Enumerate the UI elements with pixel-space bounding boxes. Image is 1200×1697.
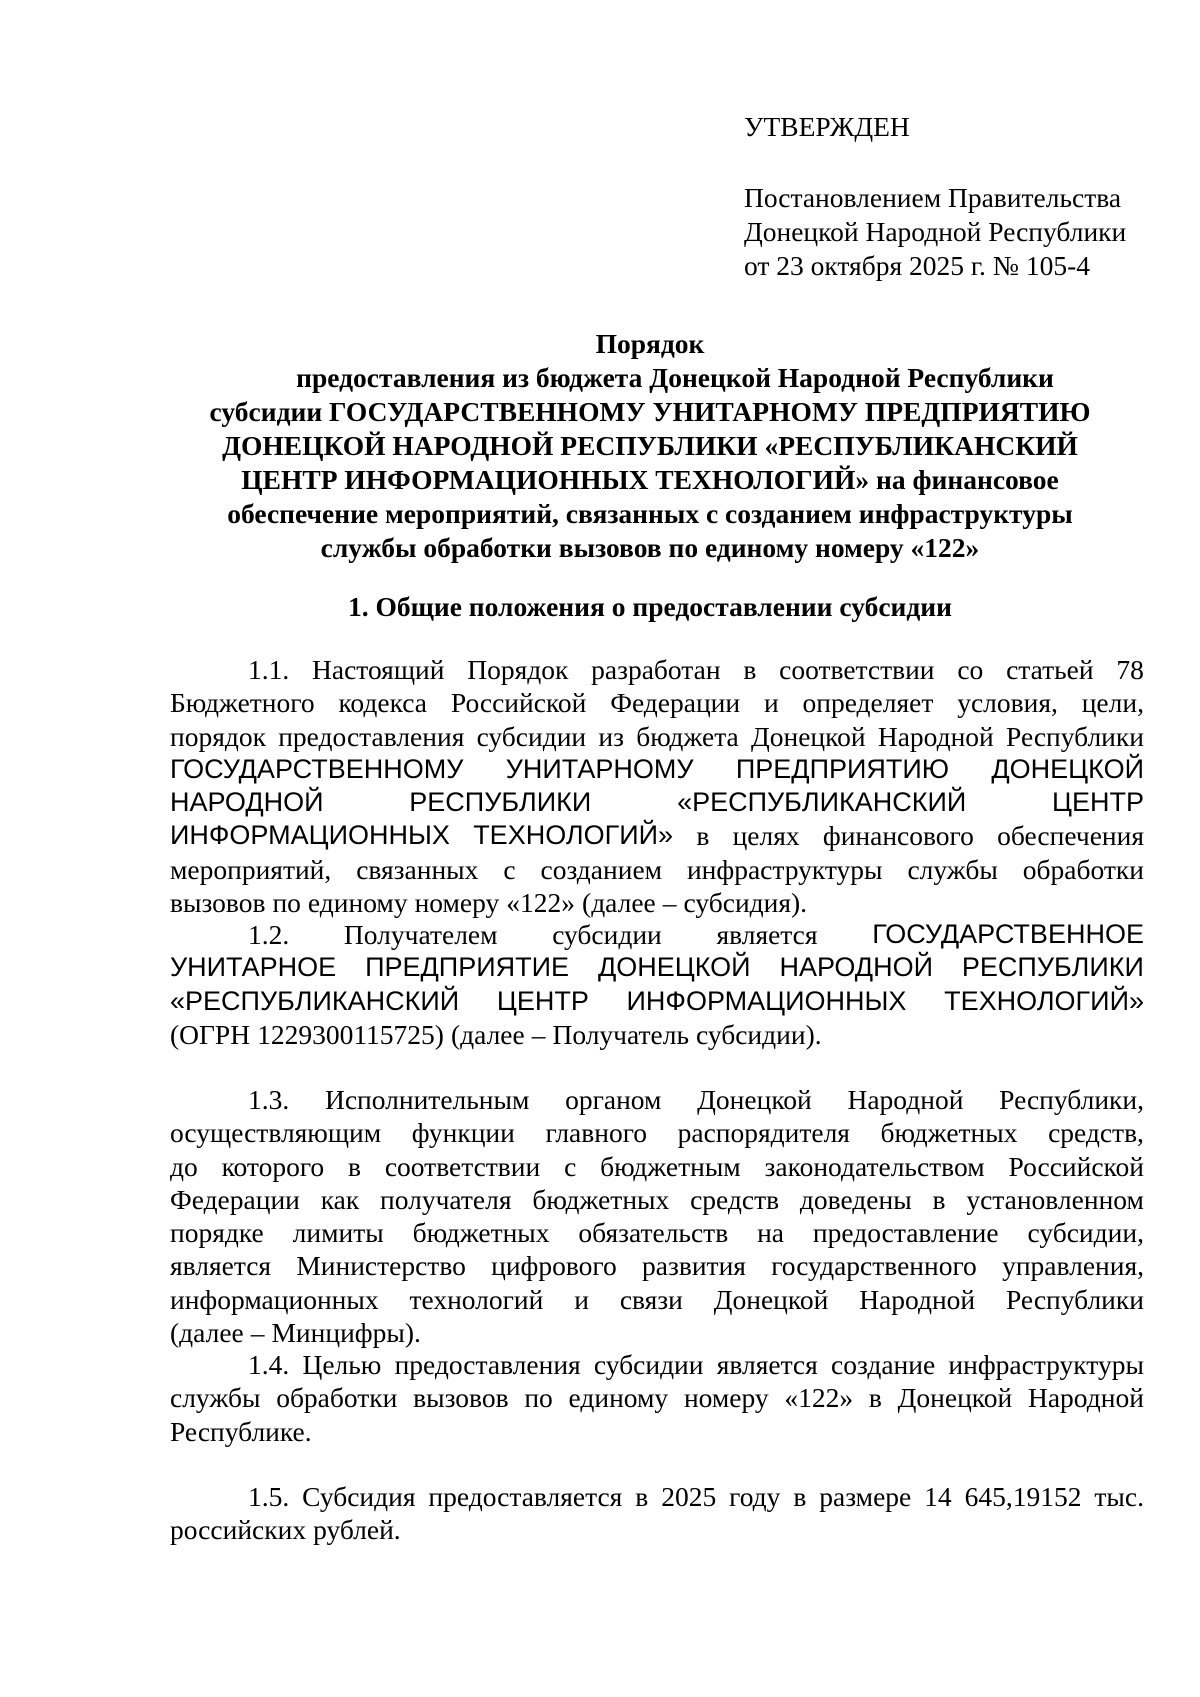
title-line: субсидии ГОСУДАРСТВЕННОМУ УНИТАРНОМУ ПРЕДПРИЯТИЮ [209, 396, 1091, 427]
word: ГОСУДАРСТВЕННОЕ [872, 919, 1144, 949]
document-title [150, 327, 1150, 565]
word: (ОГРН [170, 1018, 251, 1050]
word: в [635, 1481, 649, 1512]
word: Народной [877, 720, 994, 752]
word: субсидии [476, 720, 587, 752]
paragraph-1-4 [170, 1348, 1144, 1448]
word: функции [411, 1117, 515, 1149]
word: РЕСПУБЛИКИ [409, 787, 592, 818]
word: бюджетных [880, 1117, 1018, 1149]
word: «РЕСПУБЛИКАНСКИЙ [677, 787, 967, 818]
word: по [272, 887, 301, 919]
paragraph-line [170, 1150, 1144, 1183]
word: Российской [450, 687, 587, 719]
word: Донецкой [751, 720, 866, 752]
word: субсидии [552, 919, 662, 950]
word: Получатель [552, 1018, 689, 1050]
word: определяет [802, 687, 934, 719]
word: соответствии [779, 654, 935, 685]
word: Донецкой [713, 1283, 829, 1315]
word: субсидии [593, 1349, 704, 1380]
word: номеру [683, 1382, 769, 1414]
paragraph-line [170, 1415, 1144, 1448]
word: связанных [356, 853, 479, 885]
word: Порядок [467, 654, 569, 685]
paragraph-line [170, 1018, 1144, 1051]
word: УНИТАРНОЕ [170, 952, 337, 983]
word: из [598, 720, 624, 752]
word: установленном [966, 1183, 1144, 1215]
word: Республики, [999, 1084, 1144, 1115]
paragraph-line [170, 985, 1144, 1018]
word: ИНФОРМАЦИОННЫХ [626, 985, 907, 1016]
word: Министерство [296, 1250, 466, 1282]
title-line: обеспечение мероприятий, связанных с созданием инфраструктуры [227, 498, 1073, 529]
word: ДОНЕЦКОЙ [991, 753, 1144, 784]
word: до [170, 1150, 198, 1182]
word: обязательств [578, 1217, 729, 1249]
word: субсидии). [696, 1018, 822, 1050]
paragraph-line [170, 1083, 1144, 1116]
paragraph-line [170, 686, 1144, 719]
word: и [763, 687, 779, 719]
word: порядке [170, 1217, 264, 1249]
word: распорядителя [677, 1117, 850, 1149]
word: осуществляющим [170, 1117, 382, 1149]
word: – [250, 1317, 265, 1349]
paragraph-line [170, 1249, 1144, 1282]
word: Минцифры). [271, 1317, 421, 1349]
word: размере [819, 1481, 912, 1512]
word: бюджета [636, 720, 739, 752]
word: ПРЕДПРИЯТИЕ [365, 952, 570, 983]
paragraph-line [170, 1283, 1144, 1316]
word: 645,19152 [964, 1481, 1082, 1512]
word: является [716, 1349, 818, 1380]
word: Республике. [170, 1415, 312, 1447]
word: которого [221, 1150, 325, 1182]
word: предоставляется [428, 1481, 623, 1512]
word: 1.4. [248, 1349, 290, 1380]
word: Получателем [343, 919, 498, 950]
paragraph-line [170, 819, 1144, 852]
word: средств [690, 1183, 780, 1215]
paragraph-line [170, 1480, 1144, 1513]
word: по [524, 1382, 553, 1414]
word: обеспечения [997, 820, 1144, 852]
word: субсидии, [1027, 1217, 1144, 1249]
word: обработки [1022, 853, 1144, 885]
paragraph-line [170, 1513, 1144, 1546]
word: цифрового [491, 1250, 617, 1282]
word: ЦЕНТР [496, 985, 589, 1016]
paragraph-line [170, 720, 1144, 753]
word: Республики [1006, 720, 1144, 752]
word: разработан [591, 654, 721, 685]
paragraph-line [170, 918, 1144, 951]
paragraph-line [170, 1348, 1144, 1381]
word: в [743, 654, 757, 685]
word: ТЕХНОЛОГИЙ» [473, 820, 674, 851]
word: Народной [1027, 1382, 1144, 1414]
word: в [696, 820, 710, 852]
paragraph-line [170, 1381, 1144, 1414]
word: с [503, 853, 516, 885]
word: является [716, 919, 818, 950]
section-heading: 1. Общие положения о предоставлении субсидии [348, 591, 952, 622]
word: лимиты [292, 1217, 384, 1249]
word: году [729, 1481, 781, 1512]
word: тыс. [1094, 1481, 1144, 1512]
paragraph-line [170, 653, 1144, 686]
word: инфраструктуры [948, 1349, 1144, 1380]
word: Исполнительным [324, 1084, 530, 1115]
word: российских [170, 1514, 307, 1546]
word: – [531, 1018, 546, 1050]
word: развития [642, 1250, 746, 1282]
word: предоставления [394, 1349, 581, 1380]
word: 78 [1116, 654, 1144, 685]
word: Донецкой [897, 1382, 1013, 1414]
paragraph-1-5 [170, 1480, 1144, 1547]
word: средств, [1048, 1117, 1144, 1149]
word: 14 [924, 1481, 952, 1512]
word: (далее [450, 1018, 525, 1050]
word: субсидия). [683, 887, 808, 919]
word: бюджетных [412, 1217, 550, 1249]
word: Донецкой [697, 1084, 812, 1115]
word: – [662, 887, 677, 919]
word: единому [307, 887, 408, 919]
word: 1.5. [248, 1481, 290, 1512]
word: в [793, 1481, 807, 1512]
word: государственного [771, 1250, 977, 1282]
approved-label: УТВЕРЖДЕН [744, 111, 910, 142]
word: Народной [859, 1283, 976, 1315]
word: рублей. [313, 1514, 401, 1546]
word: Настоящий [312, 654, 445, 685]
word: Федерации [170, 1183, 300, 1215]
word: целях [732, 820, 800, 852]
word: номеру [414, 887, 500, 919]
word: 1.1. [248, 654, 290, 685]
word: кодекса [338, 687, 427, 719]
title-line: ЦЕНТР ИНФОРМАЦИОННЫХ ТЕХНОЛОГИЙ» на финансовое [241, 464, 1059, 495]
word: технологий [409, 1283, 544, 1315]
word: «122» [784, 1382, 854, 1414]
word: получателя [380, 1183, 512, 1215]
word: Субсидия [302, 1481, 416, 1512]
word: единому [568, 1382, 669, 1414]
word: информационных [170, 1283, 379, 1315]
word: предоставление [812, 1217, 999, 1249]
paragraph-1-2 [170, 918, 1144, 1051]
word: 1229300115725) [257, 1018, 444, 1050]
word: УНИТАРНОМУ [505, 753, 694, 784]
word: Российской [1008, 1150, 1144, 1182]
word: в [868, 1382, 882, 1414]
word: «РЕСПУБЛИКАНСКИЙ [170, 985, 460, 1016]
paragraph-line [170, 1183, 1144, 1216]
paragraph-line [170, 1216, 1144, 1249]
word: финансового [822, 820, 974, 852]
word: в [348, 1150, 362, 1182]
paragraph-line [170, 951, 1144, 984]
approval-stamp [744, 110, 1164, 283]
word: предоставления [278, 720, 465, 752]
word: Бюджетного [170, 687, 315, 719]
approval-line: Донецкой Народной Республики [744, 216, 1127, 247]
word: обработки [276, 1382, 398, 1414]
word: «122» [506, 887, 576, 919]
word: соответствии [384, 1150, 541, 1182]
word: управления, [1002, 1250, 1144, 1282]
word: 1.3. [248, 1084, 290, 1115]
word: вызовов [413, 1382, 509, 1414]
word: 1.2. [248, 919, 290, 950]
word: Республики [1006, 1283, 1144, 1315]
title-line: ДОНЕЦКОЙ НАРОДНОЙ РЕСПУБЛИКИ «РЕСПУБЛИКАНСКИЙ [222, 430, 1078, 461]
word: бюджетным [600, 1150, 741, 1182]
paragraph-line [170, 753, 1144, 786]
paragraph-line [170, 1116, 1144, 1149]
word: созданием [540, 853, 663, 885]
word: условия, [957, 687, 1058, 719]
title-line: службы обработки вызовов по единому номеру «122» [320, 532, 980, 563]
word: цели, [1081, 687, 1144, 719]
word: инфраструктуры [686, 853, 883, 885]
word: создание [831, 1349, 936, 1380]
word: ТЕХНОЛОГИЙ» [944, 985, 1144, 1016]
paragraph-line [170, 1316, 1144, 1349]
word: вызовов [170, 887, 266, 919]
word: со [957, 654, 984, 685]
word: службы [170, 1382, 261, 1414]
word: законодательством [764, 1150, 985, 1182]
word: Федерации [610, 687, 741, 719]
word: ИНФОРМАЦИОННЫХ [170, 820, 450, 851]
paragraph-1-1 [170, 653, 1144, 919]
word: как [320, 1183, 360, 1215]
paragraph-line [170, 853, 1144, 886]
word: службы [907, 853, 998, 885]
word: Целью [302, 1349, 382, 1380]
paragraph-line [170, 886, 1144, 919]
title-line: предоставления из бюджета Донецкой Народной Республики [296, 362, 1054, 393]
word: органом [565, 1084, 662, 1115]
word: Народной [847, 1084, 964, 1115]
word: НАРОДНОЙ [170, 787, 324, 818]
word: (далее [170, 1317, 244, 1349]
word: статьей [1006, 654, 1094, 685]
word: на [757, 1217, 785, 1249]
word: ГОСУДАРСТВЕННОМУ [170, 753, 464, 784]
word: 2025 [661, 1481, 717, 1512]
word: главного [545, 1117, 648, 1149]
word: ПРЕДПРИЯТИЮ [735, 753, 950, 784]
paragraph-line [170, 786, 1144, 819]
word: ЦЕНТР [1052, 787, 1144, 818]
word: мероприятий, [170, 853, 332, 885]
word: является [170, 1250, 272, 1282]
word: НАРОДНОЙ [779, 952, 933, 983]
word: в [932, 1183, 946, 1215]
word: с [564, 1150, 577, 1182]
word: бюджетных [532, 1183, 670, 1215]
word: (далее [582, 887, 656, 919]
word: порядок [170, 720, 266, 752]
approval-line: от 23 октября 2025 г. № 105-4 [744, 250, 1091, 281]
word: РЕСПУБЛИКИ [961, 952, 1144, 983]
paragraph-1-3 [170, 1083, 1144, 1349]
word: доведены [799, 1183, 912, 1215]
word: связи [619, 1283, 683, 1315]
word: ДОНЕЦКОЙ [597, 952, 751, 983]
title-line: Порядок [595, 328, 705, 359]
word: и [574, 1283, 589, 1315]
approval-line: Постановлением Правительства [744, 182, 1122, 213]
